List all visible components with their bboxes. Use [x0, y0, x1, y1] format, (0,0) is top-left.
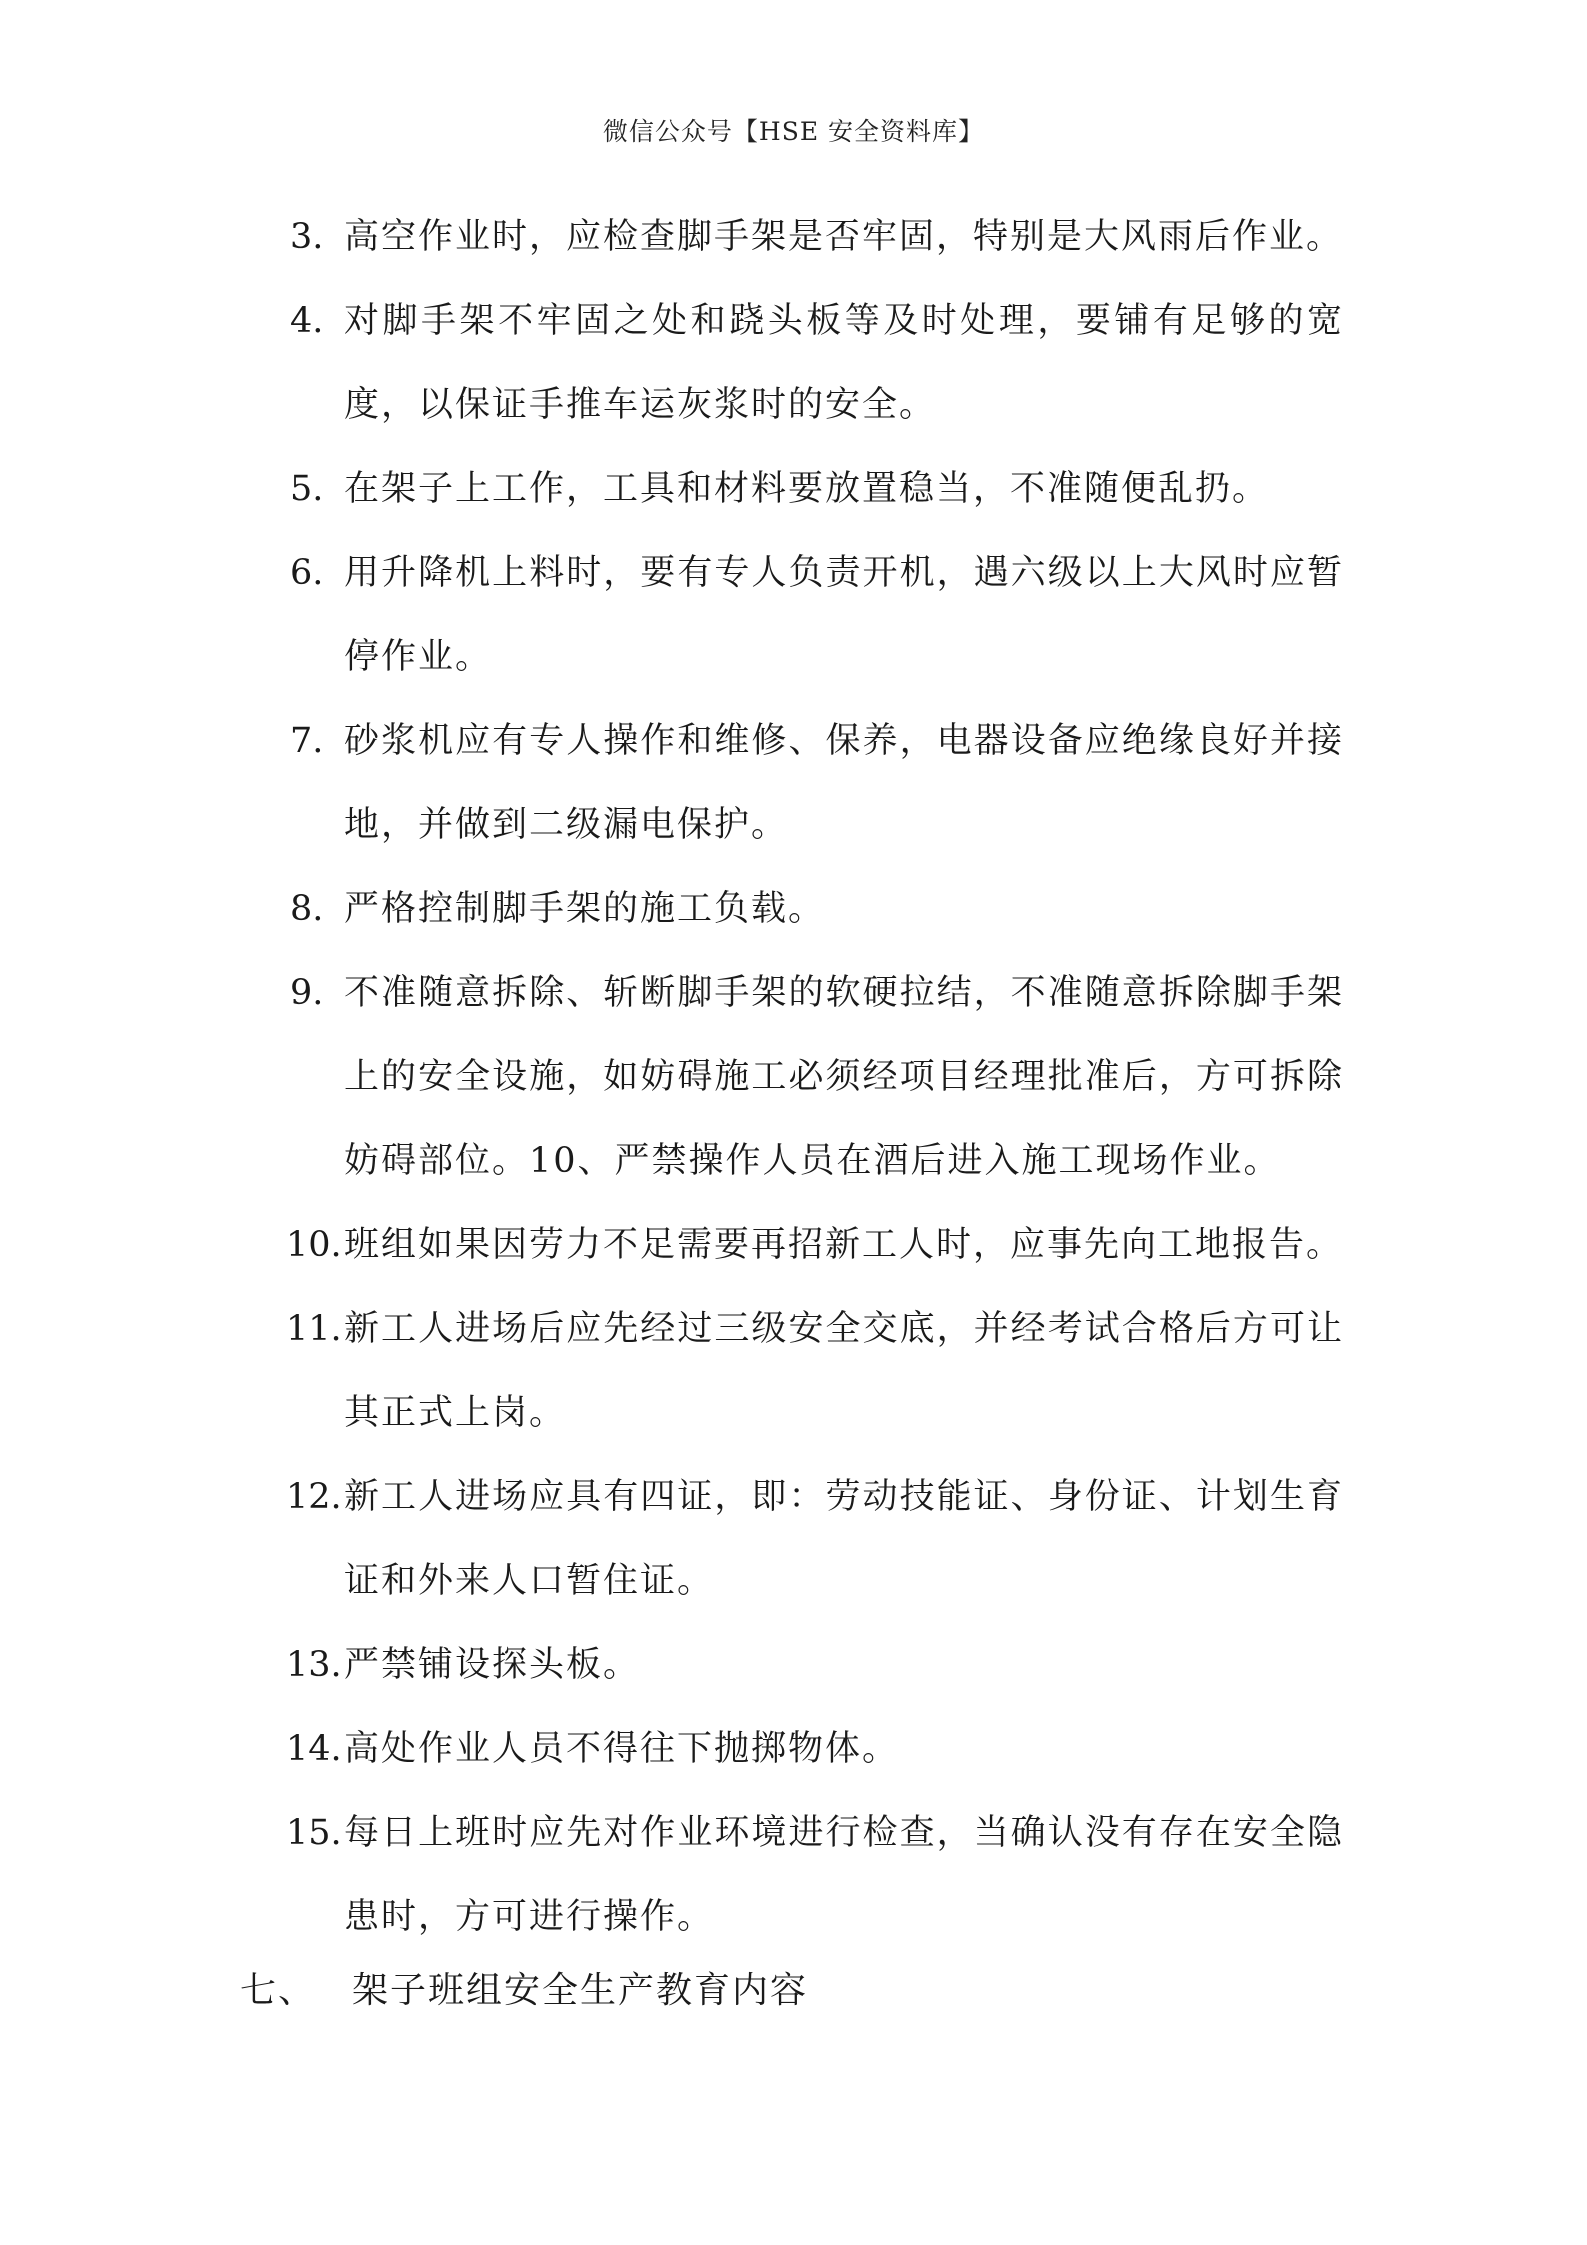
item-text: 每日上班时应先对作业环境进行检查，当确认没有存在安全隐患时，方可进行操作。 [344, 1813, 1344, 1937]
section-title: 架子班组安全生产教育内容 [352, 1970, 809, 2011]
item-number: 4. [290, 301, 324, 341]
item-number: 8. [290, 889, 324, 929]
list-item [290, 699, 1344, 867]
item-text: 在架子上工作，工具和材料要放置稳当，不准随便乱扔。 [344, 469, 1270, 509]
item-number: 14. [286, 1729, 342, 1769]
list-item [290, 867, 1344, 951]
item-number: 6. [290, 553, 324, 593]
item-text: 对脚手架不牢固之处和跷头板等及时处理，要铺有足够的宽度，以保证手推车运灰浆时的安全。 [344, 301, 1344, 425]
list-item [290, 951, 1344, 1203]
list-item [290, 531, 1344, 699]
list-item [286, 1203, 1344, 1287]
list-item [286, 1455, 1344, 1623]
item-number: 15. [286, 1813, 342, 1853]
item-text: 班组如果因劳力不足需要再招新工人时，应事先向工地报告。 [344, 1225, 1344, 1265]
list-item [286, 1707, 1344, 1791]
item-number: 12. [286, 1477, 342, 1517]
item-number: 3. [290, 217, 324, 257]
item-number: 5. [290, 469, 324, 509]
section-heading [240, 1949, 808, 2033]
item-text: 新工人进场应具有四证，即：劳动技能证、身份证、计划生育证和外来人口暂住证。 [344, 1477, 1344, 1601]
item-text: 严格控制脚手架的施工负载。 [344, 889, 826, 929]
item-text: 新工人进场后应先经过三级安全交底，并经考试合格后方可让其正式上岗。 [344, 1309, 1344, 1433]
item-number: 10. [286, 1225, 342, 1265]
item-text: 不准随意拆除、斩断脚手架的软硬拉结，不准随意拆除脚手架上的安全设施，如妨碍施工必须经项目经理批准后，方可拆除妨碍部位。10、严禁操作人员在酒后进入施工现场作业。 [344, 973, 1344, 1181]
item-number: 7. [290, 721, 324, 761]
item-text: 砂浆机应有专人操作和维修、保养，电器设备应绝缘良好并接地，并做到二级漏电保护。 [344, 721, 1344, 845]
item-text: 高处作业人员不得往下抛掷物体。 [344, 1729, 900, 1769]
section-number: 七、 [240, 1970, 317, 2011]
item-number: 13. [286, 1645, 342, 1685]
list-item [286, 1791, 1344, 1959]
list-item [286, 1623, 1344, 1707]
list-item [290, 279, 1344, 447]
item-text: 用升降机上料时，要有专人负责开机，遇六级以上大风时应暂停作业。 [344, 553, 1344, 677]
safety-rules-list [0, 195, 1587, 1959]
page-header: 微信公众号【HSE 安全资料库】 [602, 117, 985, 146]
list-item [286, 1287, 1344, 1455]
list-item [290, 447, 1344, 531]
item-text: 高空作业时，应检查脚手架是否牢固，特别是大风雨后作业。 [344, 217, 1344, 257]
item-number: 11. [286, 1309, 342, 1349]
list-item [290, 195, 1344, 279]
item-text: 严禁铺设探头板。 [344, 1645, 641, 1685]
item-number: 9. [290, 973, 324, 1013]
